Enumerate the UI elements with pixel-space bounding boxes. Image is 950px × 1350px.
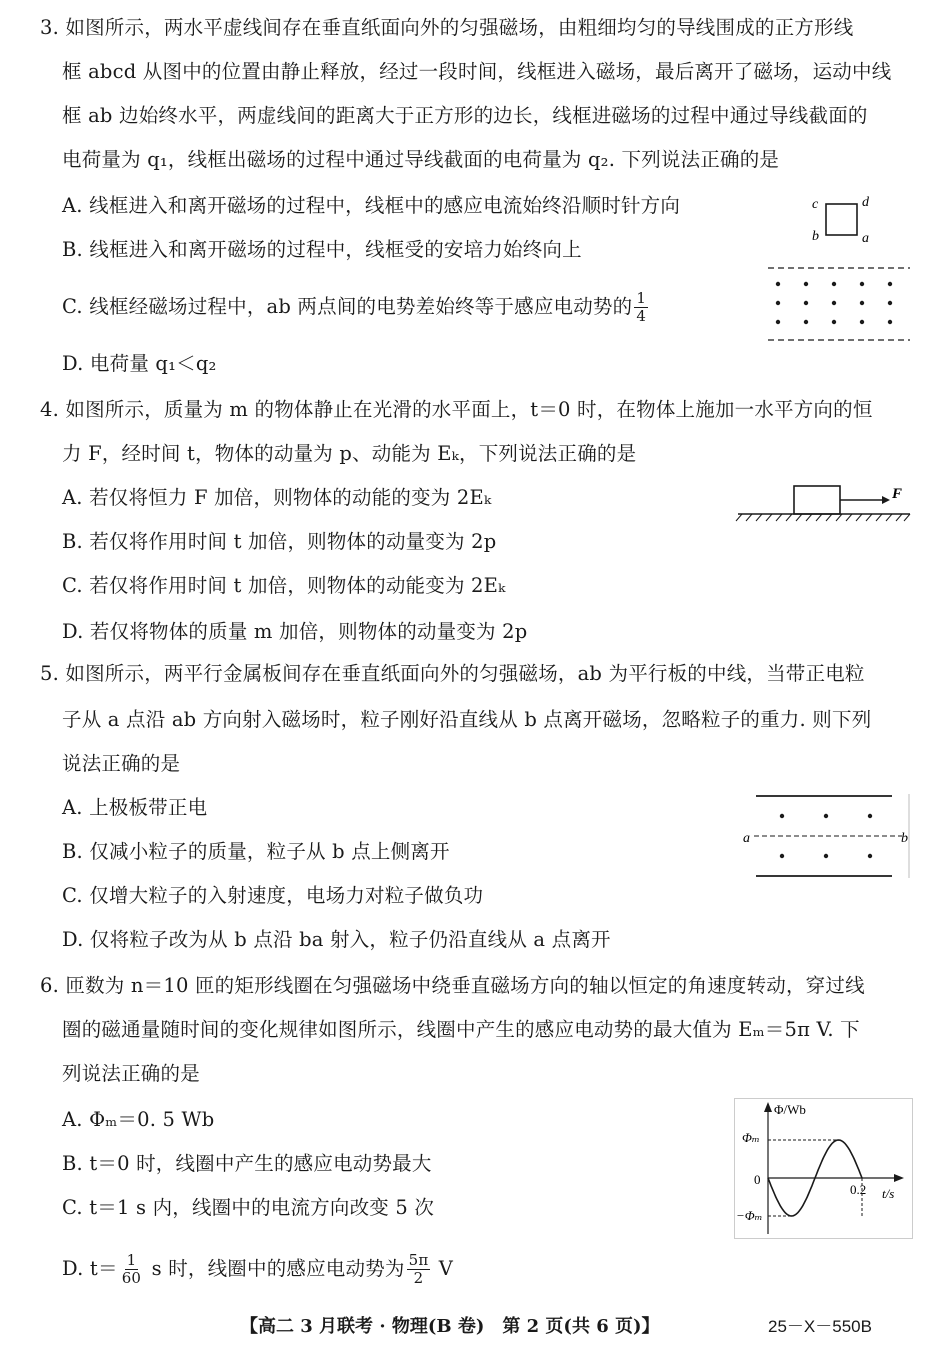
q6-option-d-suffix: V bbox=[432, 1257, 454, 1280]
flux-point bbox=[779, 1204, 780, 1205]
q4-option-c: C. 若仅将作用时间 t 加倍，则物体的动能变为 2Eₖ bbox=[62, 574, 506, 597]
q5-option-b: B. 仅减小粒子的质量，粒子从 b 点上侧离开 bbox=[62, 840, 450, 863]
q5-option-a: A. 上极板带正电 bbox=[62, 796, 208, 819]
x-tick-0-2: 0.2 bbox=[850, 1182, 867, 1197]
footer-code: 25－X－550B bbox=[768, 1317, 872, 1336]
label-c: c bbox=[812, 197, 819, 212]
q3-option-d: D. 电荷量 q₁＜q₂ bbox=[62, 352, 217, 375]
q5-stem-line-1: 5. 如图所示，两平行金属板间存在垂直纸面向外的匀强磁场，ab 为平行板的中线，当带正电粒 bbox=[40, 662, 865, 685]
q3-stem-line-3: 框 ab 边始终水平，两虚线间的距离大于正方形的边长，线框进磁场的过程中通过导线截面的 bbox=[62, 104, 868, 127]
y-axis-arrow bbox=[764, 1102, 772, 1112]
footer-exam-info: 【高二 3 月联考 · 物理(B 卷) 第 2 页(共 6 页)】 bbox=[240, 1316, 660, 1337]
q5-option-d: D. 仅将粒子改为从 b 点沿 ba 射入，粒子仍沿直线从 a 点离开 bbox=[62, 928, 611, 951]
y-tick-neg-phim: −Φₘ bbox=[736, 1208, 763, 1223]
q4-option-d: D. 若仅将物体的质量 m 加倍，则物体的动量变为 2p bbox=[62, 620, 528, 643]
origin-label: 0 bbox=[754, 1172, 761, 1187]
fraction-numerator: 5π bbox=[408, 1251, 429, 1269]
point-a-label: a bbox=[743, 831, 750, 846]
q3-stem-line-2: 框 abcd 从图中的位置由静止释放，经过一段时间，线框进入磁场，最后离开了磁场，运动中线 bbox=[62, 60, 892, 83]
flux-point bbox=[803, 1204, 804, 1205]
point-b-label: b bbox=[901, 831, 908, 846]
q6-option-b: B. t＝0 时，线圈中产生的感应电动势最大 bbox=[62, 1152, 432, 1175]
fraction-emf bbox=[407, 1252, 431, 1287]
q6-stem-line-3: 列说法正确的是 bbox=[62, 1062, 200, 1085]
flux-point bbox=[767, 1177, 768, 1178]
fraction-one-quarter bbox=[634, 290, 648, 325]
fraction-denominator: 60 bbox=[121, 1269, 142, 1287]
flux-point bbox=[814, 1177, 815, 1178]
label-b: b bbox=[812, 229, 819, 244]
y-axis-label: Φ/Wb bbox=[774, 1102, 806, 1117]
q3-figure bbox=[760, 188, 920, 348]
flux-point bbox=[850, 1151, 851, 1152]
square-loop bbox=[826, 204, 857, 235]
flux-point bbox=[826, 1151, 827, 1152]
force-arrow-head bbox=[882, 496, 890, 504]
q3-stem-line-1: 3. 如图所示，两水平虚线间存在垂直纸面向外的匀强磁场，由粗细均匀的导线围成的正方形线 bbox=[40, 16, 854, 39]
label-a: a bbox=[862, 231, 869, 246]
q4-option-b: B. 若仅将作用时间 t 加倍，则物体的动量变为 2p bbox=[62, 530, 497, 553]
q5-stem-line-2: 子从 a 点沿 ab 方向射入磁场时，粒子刚好沿直线从 b 点离开磁场，忽略粒子的重力. 则下列 bbox=[62, 708, 872, 731]
field-dots bbox=[776, 282, 892, 324]
q3-stem-line-4: 电荷量为 q₁，线框出磁场的过程中通过导线截面的电荷量为 q₂. 下列说法正确的是 bbox=[62, 148, 780, 171]
q4-stem-line-2: 力 F，经时间 t，物体的动量为 p、动能为 Eₖ，下列说法正确的是 bbox=[62, 442, 637, 465]
q5-stem-line-3: 说法正确的是 bbox=[62, 752, 181, 775]
q6-flux-chart bbox=[734, 1098, 914, 1240]
q3-option-c bbox=[62, 290, 650, 325]
x-axis-label: t/s bbox=[882, 1186, 895, 1201]
q6-option-d-mid: s 时，线圈中的感应电动势为 bbox=[145, 1257, 405, 1280]
fraction-denominator: 2 bbox=[413, 1269, 424, 1287]
label-d: d bbox=[862, 195, 869, 210]
fraction-time bbox=[120, 1252, 144, 1287]
q6-option-d bbox=[62, 1252, 453, 1287]
q6-stem-line-1: 6. 匝数为 n＝10 匝的矩形线圈在匀强磁场中绕垂直磁场方向的轴以恒定的角速度转动，穿过线 bbox=[40, 974, 865, 997]
q6-option-a: A. Φₘ＝0. 5 Wb bbox=[62, 1108, 215, 1131]
q4-stem-line-1: 4. 如图所示，质量为 m 的物体静止在光滑的水平面上，t＝0 时，在物体上施加一水平方向的恒 bbox=[40, 398, 873, 421]
q5-figure bbox=[740, 790, 912, 882]
fraction-numerator: 1 bbox=[126, 1251, 137, 1269]
q3-option-a: A. 线框进入和离开磁场的过程中，线框中的感应电流始终沿顺时针方向 bbox=[62, 194, 681, 217]
force-label: F bbox=[892, 486, 903, 502]
y-tick-phim: Φₘ bbox=[742, 1130, 760, 1145]
x-axis-arrow bbox=[894, 1174, 904, 1182]
q4-option-a: A. 若仅将恒力 F 加倍，则物体的动能的变为 2Eₖ bbox=[62, 486, 492, 509]
q4-figure bbox=[734, 476, 914, 526]
q3-option-b: B. 线框进入和离开磁场的过程中，线框受的安培力始终向上 bbox=[62, 238, 582, 261]
q6-stem-line-2: 圈的磁通量随时间的变化规律如图所示，线圈中产生的感应电动势的最大值为 Eₘ＝5π V. 下 bbox=[62, 1018, 860, 1041]
q6-option-c: C. t＝1 s 内，线圈中的电流方向改变 5 次 bbox=[62, 1196, 435, 1219]
block bbox=[794, 486, 840, 514]
q3-option-c-text: C. 线框经磁场过程中，ab 两点间的电势差始终等于感应电动势的 bbox=[62, 295, 633, 318]
q6-option-d-prefix: D. t＝ bbox=[62, 1257, 118, 1280]
ground-hatching bbox=[736, 514, 910, 521]
q5-option-c: C. 仅增大粒子的入射速度，电场力对粒子做负功 bbox=[62, 884, 484, 907]
chart-marks bbox=[767, 1139, 862, 1218]
fraction-numerator: 1 bbox=[636, 289, 647, 307]
fraction-denominator: 4 bbox=[636, 307, 647, 325]
